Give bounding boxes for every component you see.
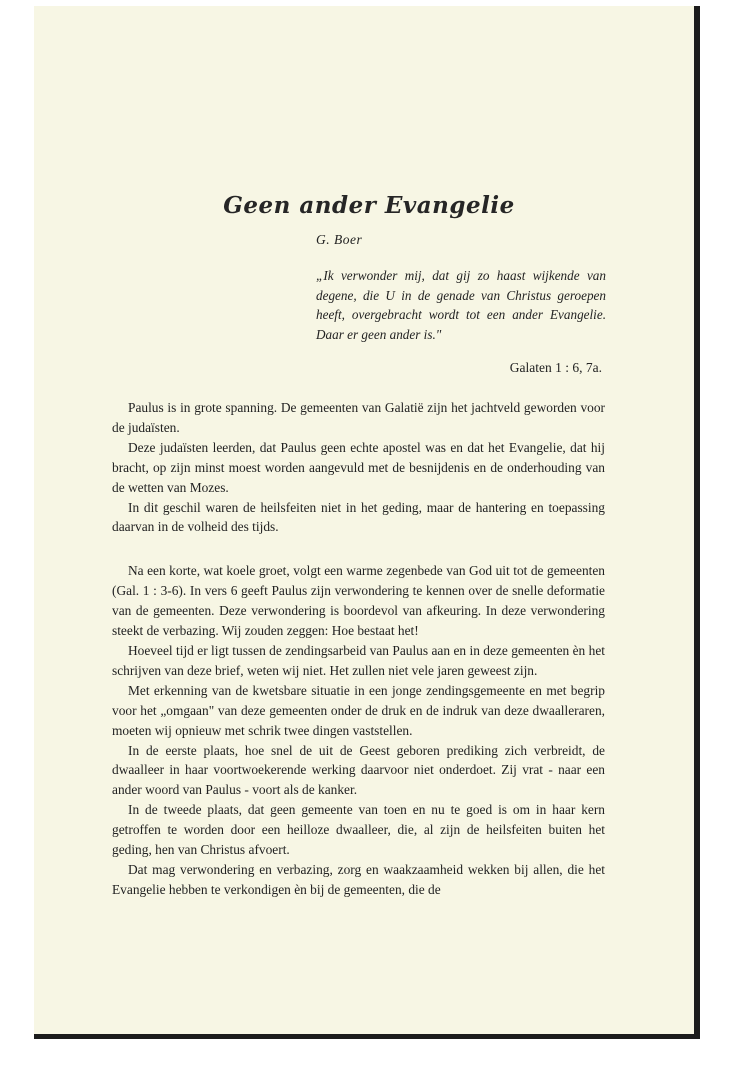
article-title: Geen ander Evangelie: [223, 192, 515, 219]
paragraph: Na een korte, wat koele groet, volgt een warme zegenbede van God uit tot de gemeenten (Gal. 1 : 3-6). In vers 6 geeft Paulus zijn verwondering te kennen over de snelle deformatie van de gemeenten. Deze verwondering is boordevol van afkeuring. In deze verwondering steekt de verbazing. Wij zouden zeggen: Hoe bestaat het!: [112, 563, 605, 639]
epigraph-quote: „Ik verwonder mij, dat gij zo haast wijkende van degene, die U in de genade van Christus geroepen heeft, overgebracht wordt tot een ander Evangelie. Daar er geen ander is.": [316, 268, 606, 342]
paragraph: Met erkenning van de kwetsbare situatie in een jonge zendingsgemeente en met begrip voor het „omgaan" van deze gemeenten onder de druk en de indruk van deze dwaalleraren, moeten wij opnieuw met schrik twee dingen vaststellen.: [112, 682, 605, 738]
article-author: G. Boer: [316, 232, 363, 247]
paragraph: In de eerste plaats, hoe snel de uit de Geest geboren prediking zich verbreidt, de dwaalleer in haar voortwoekerende werking daarvoor niet onderdoet. Zij vrat - naar een ander woord van Paulus - voort als de kanker.: [112, 742, 605, 798]
page-edge-shadow-right: [694, 6, 700, 1038]
paragraph: Deze judaïsten leerden, dat Paulus geen echte apostel was en dat het Evangelie, dat hij bracht, op zijn minst moest worden aangevuld met de besnijdenis en de onderhouding van de wetten van Mozes.: [112, 439, 605, 495]
paragraph: In dit geschil waren de heilsfeiten niet in het geding, maar de hantering en toepassing daarvan in de volheid des tijds.: [112, 499, 605, 535]
paragraph: Hoeveel tijd er ligt tussen de zendingsarbeid van Paulus aan en in deze gemeenten èn het schrijven van deze brief, weten wij niet. Het zullen niet vele jaren geweest zijn.: [112, 642, 605, 678]
paragraph: Dat mag verwondering en verbazing, zorg en waakzaamheid wekken bij allen, die het Evangelie hebben te verkondigen èn bij de gemeenten, die de: [112, 861, 605, 897]
article-body: [112, 398, 605, 900]
epigraph-reference: Galaten 1 : 6, 7a.: [509, 360, 602, 375]
page-edge-shadow-bottom: [34, 1034, 700, 1039]
paragraph: In de tweede plaats, dat geen gemeente van toen en nu te goed is om in haar kern getroffen te worden door een heilloze dwaalleer, die, al zijn de heilsfeiten buiten het geding, hen van Christus afvoert.: [112, 802, 605, 858]
paragraph: Paulus is in grote spanning. De gemeenten van Galatië zijn het jachtveld geworden voor de judaïsten.: [112, 400, 605, 435]
